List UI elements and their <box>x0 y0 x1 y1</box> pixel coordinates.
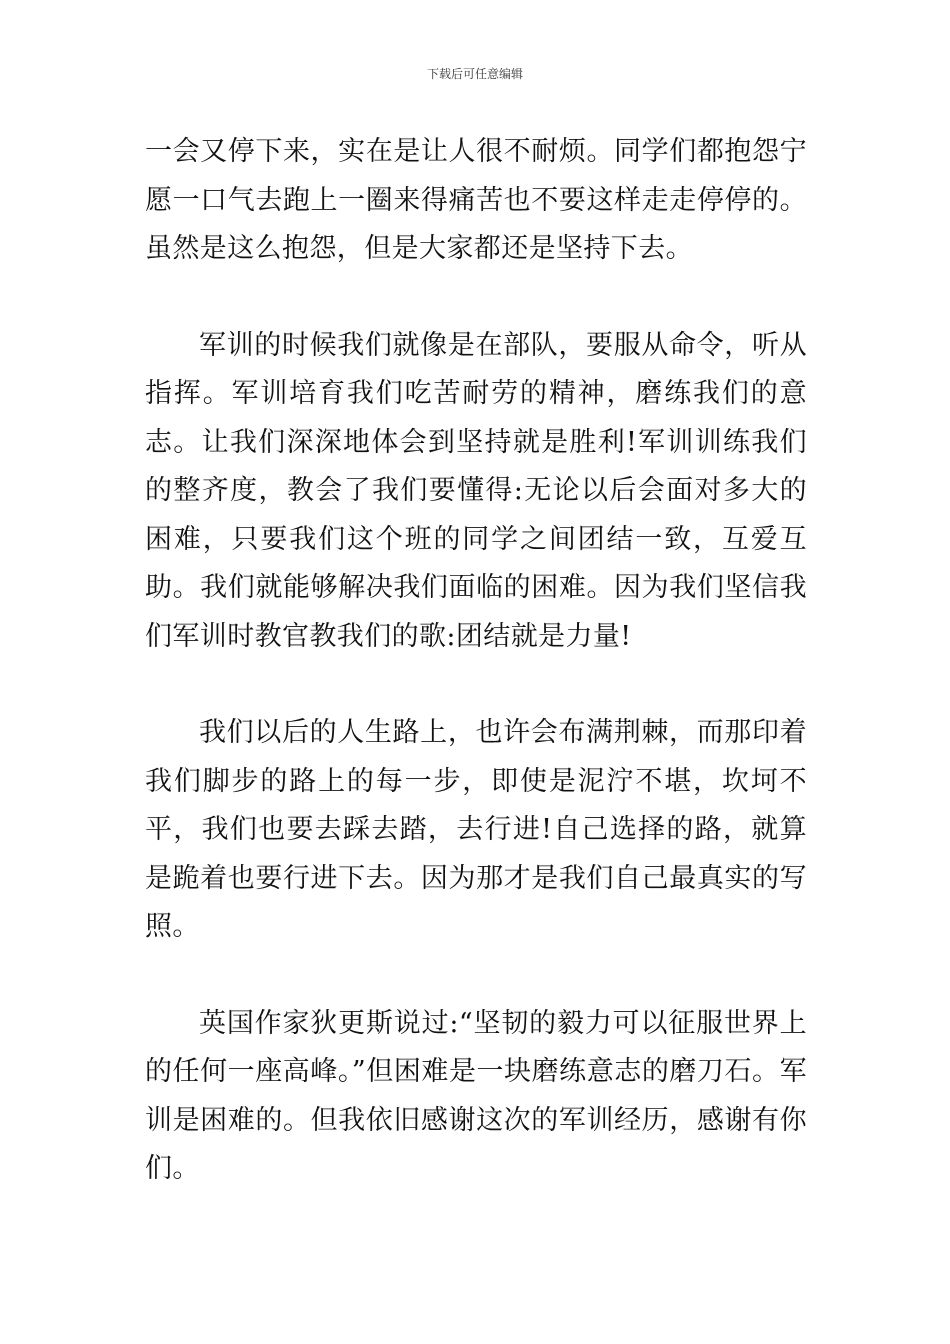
paragraph-2: 军训的时候我们就像是在部队，要服从命令，听从指挥。军训培育我们吃苦耐劳的精神，磨练我们的意志。让我们深深地体会到坚持就是胜利!军训训练我们的整齐度，教会了我们要懂得:无论以后会面对多大的困难，只要我们这个班的同学之间团结一致，互爱互助。我们就能够解决我们面临的困难。因为我们坚信我们军训时教官教我们的歌:团结就是力量! <box>145 329 807 652</box>
document-body <box>145 128 807 1194</box>
paragraph-4: 英国作家狄更斯说过:“坚韧的毅力可以征服世界上的任何一座高峰。”但困难是一块磨练意志的磨刀石。军训是困难的。但我依旧感谢这次的军训经历，感谢有你们。 <box>145 1007 807 1184</box>
page-header: 下载后可任意编辑 <box>426 67 523 81</box>
paragraph-1: 一会又停下来，实在是让人很不耐烦。同学们都抱怨宁愿一口气去跑上一圈来得痛苦也不要这样走走停停的。虽然是这么抱怨，但是大家都还是坚持下去。 <box>145 136 807 264</box>
paragraph-3: 我们以后的人生路上，也许会布满荆棘，而那印着我们脚步的路上的每一步，即使是泥泞不堪，坎坷不平，我们也要去踩去踏，去行进!自己选择的路，就算是跪着也要行进下去。因为那才是我们自己最真实的写照。 <box>145 717 807 942</box>
